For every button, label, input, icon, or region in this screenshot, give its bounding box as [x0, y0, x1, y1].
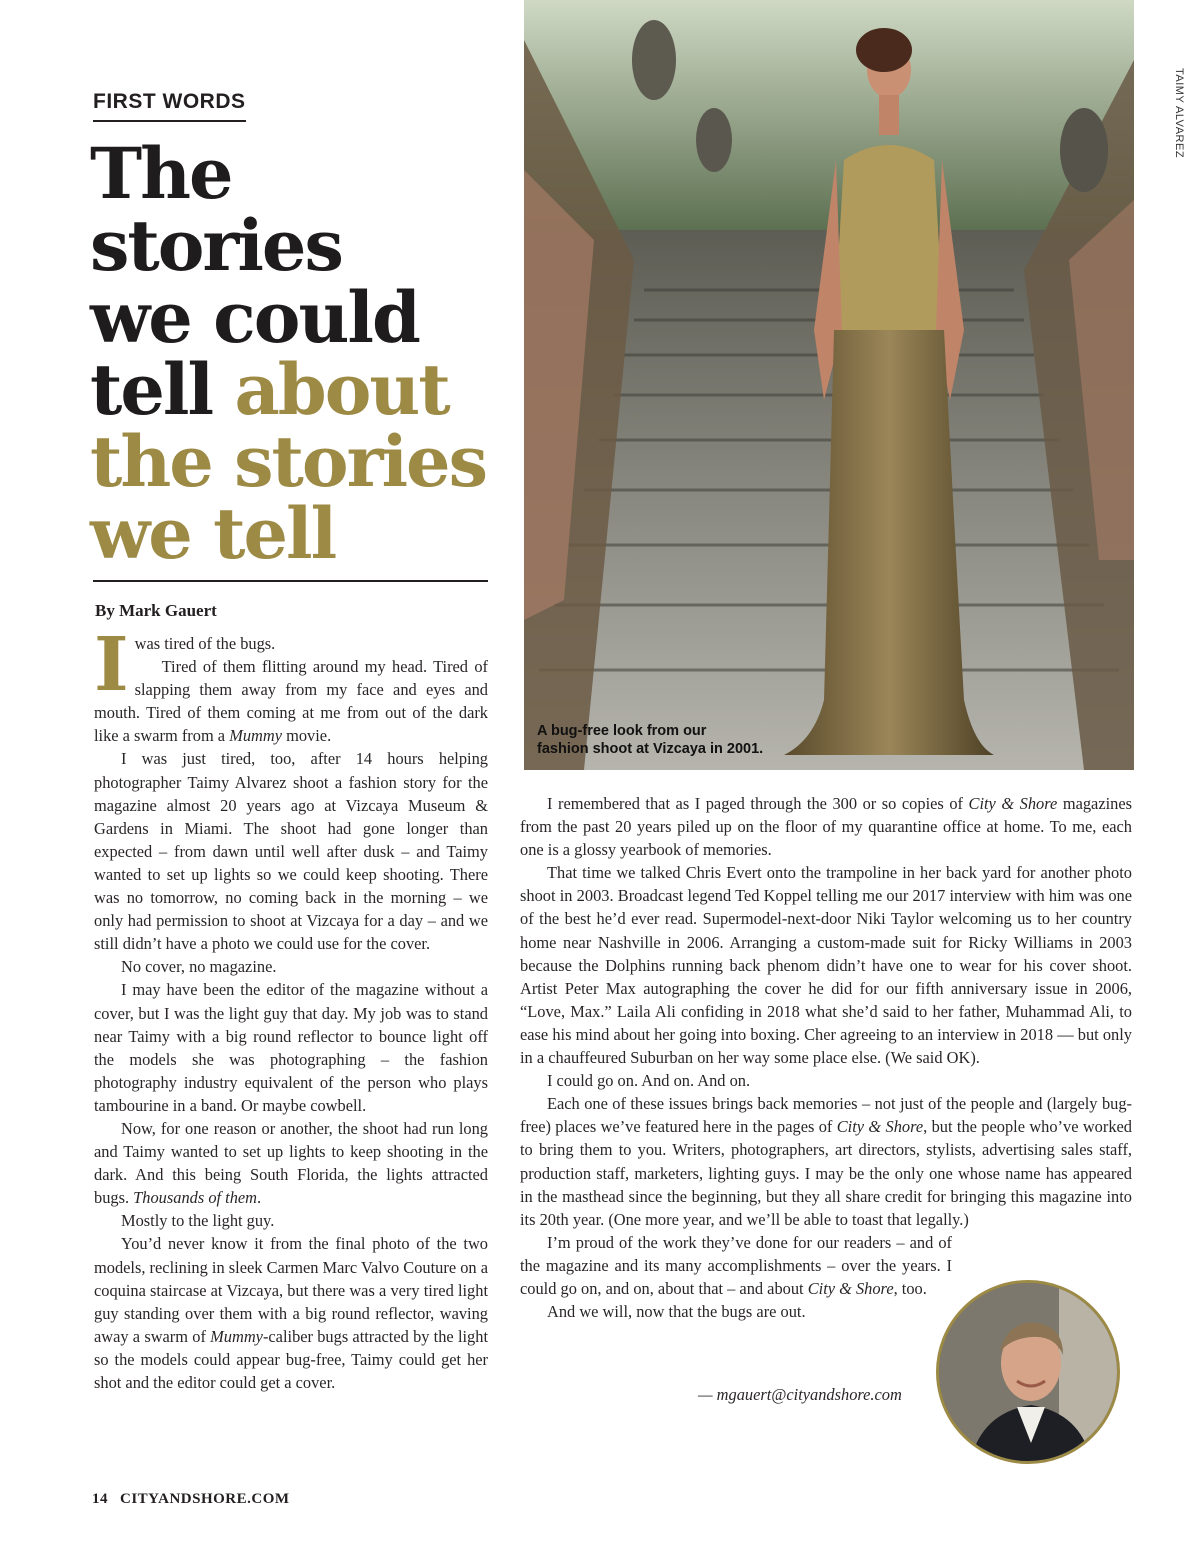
headline-line: tell: [90, 348, 235, 431]
section-kicker: FIRST WORDS: [93, 90, 246, 122]
headline: [90, 132, 510, 575]
headline-line: we could: [90, 276, 419, 359]
article-paragraph: And we will, now that the bugs are out.: [547, 1302, 806, 1322]
page-footer: [92, 1491, 290, 1508]
author-portrait: [936, 1280, 1120, 1464]
article-paragraph: Tired of them flitting around my head. Tired of slapping them away from my face and eyes and mouth. Tired of them coming at me from out of the dark like a swarm from a Mummy movie.: [94, 657, 488, 746]
headline-rule: [93, 580, 488, 582]
article-paragraph: No cover, no magazine.: [121, 957, 277, 977]
drop-cap: I: [94, 622, 129, 708]
article-paragraph: I was just tired, too, after 14 hours helping photographer Taimy Alvarez shoot a fashion story for the magazine almost 20 years ago at Vizcaya Museum & Gardens in Miami. The shoot had gone longer than expected – from dawn until well after dusk – and Taimy wanted to set up lights so we could keep shooting. There was no tomorrow, no coming back in the morning – we only had permission to shoot at Vizcaya for a day – and we still didn’t have a photo we could use for the cover.: [94, 749, 488, 954]
author-portrait-illustration: [939, 1283, 1120, 1464]
photo-illustration: [524, 0, 1134, 770]
headline-accent: we tell: [90, 492, 336, 575]
byline: By Mark Gauert: [95, 601, 217, 620]
article-paragraph: I could go on. And on. And on.: [547, 1071, 751, 1091]
headline-line: stories: [90, 204, 342, 287]
fashion-photo: [524, 0, 1134, 770]
article-paragraph: That time we talked Chris Evert onto the trampoline in her back yard for another photo shoot in 2003. Broadcast legend Ted Koppel telling me our 2017 interview with him was one of the best he’d ever read. Supermodel-next-door Niki Taylor welcoming us to her country home near Nashville in 2006. Arranging a custom-made suit for Ricky Williams in 2003 because the Dolphins running back phenom didn’t have one to wear for his cover shoot. Artist Peter Max autographing the cover he did for our fifth anniversary issue in 2006, “Love, Max.” Laila Ali confiding in 2018 what she’d said to her father, Muhammad Ali, to ease his mind about her going into boxing. Cher agreeing to an interview in 2018 — but only in a chauffeured Suburban on her way some place else. (We said OK).: [520, 863, 1132, 1068]
headline-line: The: [90, 132, 232, 215]
article-paragraph: I’m proud of the work they’ve done for our readers – and of the magazine and its many accomplishments – over the years. I could go on, and on, about that – and about City & Shore, too.: [520, 1232, 952, 1298]
site-url: CITYANDSHORE.COM: [120, 1491, 290, 1507]
author-email: — mgauert@cityandshore.com: [698, 1385, 902, 1404]
headline-accent: about: [234, 348, 449, 431]
headline-accent: the stories: [90, 420, 486, 503]
article-column-right: [520, 792, 1132, 1323]
photo-caption: A bug-free look from our fashion shoot at Vizcaya in 2001.: [537, 723, 764, 757]
article-paragraph: Iwas tired of the bugs.: [94, 622, 276, 708]
article-paragraph: You’d never know it from the final photo of the two models, reclining in sleek Carmen Marc Valvo Couture on a coquina staircase at Vizcaya, but there was a very tired light guy standing over them with a big round reflector, waving away a swarm of Mummy-caliber bugs attracted by the light so the models could appear bug-free, Taimy could get her shot and the editor could get a cover.: [94, 1234, 488, 1392]
article-column-left: [94, 622, 488, 1394]
article-paragraph: I may have been the editor of the magazine without a cover, but I was the light guy that day. My job was to stand near Taimy with a big round reflector to bounce light off the models she was photographing – the fashion photography industry equivalent of the person who plays tambourine in a band. Or maybe cowbell.: [94, 980, 488, 1115]
article-paragraph: Now, for one reason or another, the shoot had run long and Taimy wanted to set up lights to keep shooting in the dark. And this being South Florida, the lights attracted bugs. Thousands of them.: [94, 1118, 488, 1208]
article-paragraph: Mostly to the light guy.: [121, 1211, 275, 1231]
photo-credit: TAIMY ALVAREZ: [1173, 68, 1185, 159]
article-paragraph: Each one of these issues brings back memories – not just of the people and (largely bug-free) places we’ve featured here in the pages of City & Shore, but the people who’ve worked to bring them to you. Writers, photographers, art directors, stylists, advertising sales staff, production staff, marketers, lighting guys. I may be the only one whose name has appeared in the masthead since the beginning, but they all share credit for bringing this magazine into its 20th year. (One more year, and we’ll be able to toast that legally.): [520, 1094, 1132, 1229]
page-number: 14: [92, 1491, 108, 1507]
article-paragraph: I remembered that as I paged through the 300 or so copies of City & Shore magazines from the past 20 years piled up on the floor of my quarantine office at home. To me, each one is a glossy yearbook of memories.: [520, 794, 1133, 860]
